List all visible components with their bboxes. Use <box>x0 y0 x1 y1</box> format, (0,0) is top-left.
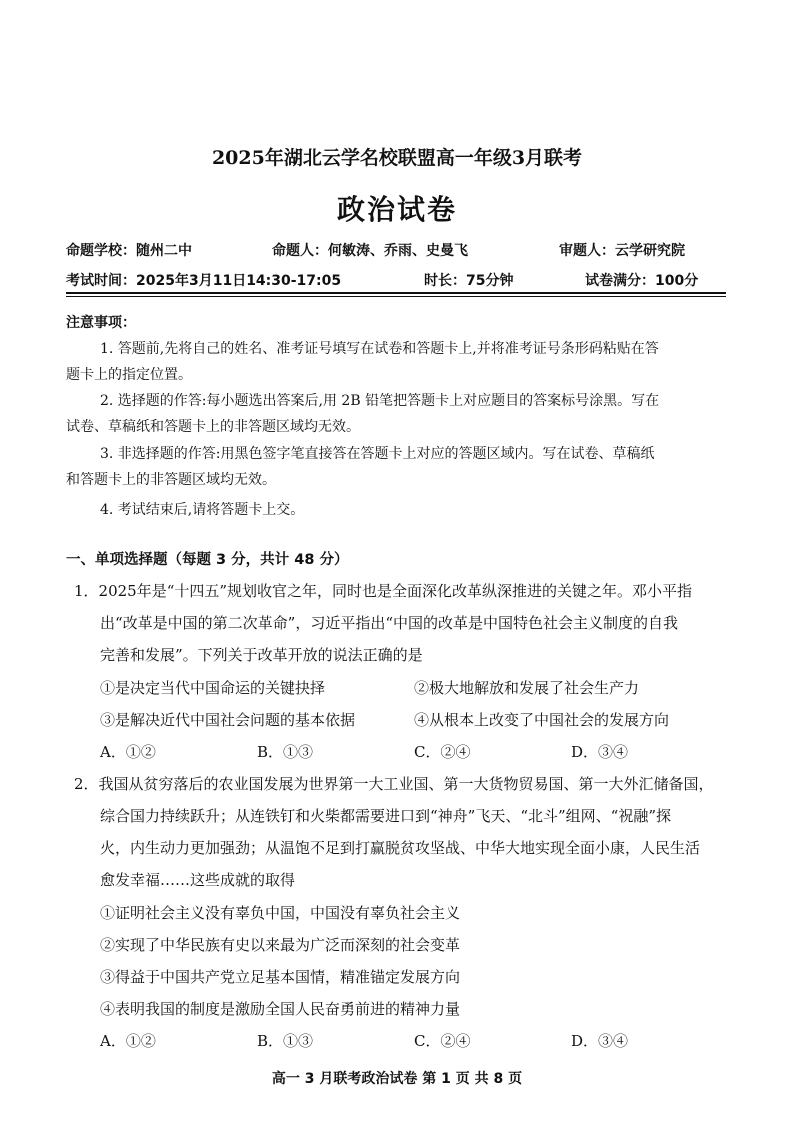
q1-choice-c: C．②④ <box>414 743 471 761</box>
question-1-line: 完善和发展”。下列关于改革开放的说法正确的是 <box>100 646 423 664</box>
exam-title: 2025年湖北云学名校联盟高一年级3月联考 <box>211 147 583 169</box>
question-authors: 命题人：何敏涛、乔雨、史曼飞 <box>272 243 468 259</box>
q2-choice-d: D．③④ <box>571 1032 629 1050</box>
exam-duration: 时长：75分钟 <box>424 273 514 289</box>
notice-heading: 注意事项： <box>66 315 136 331</box>
q2-statement: ①证明社会主义没有辜负中国，中国没有辜负社会主义 <box>100 904 461 922</box>
page-footer: 高一 3 月联考政治试卷 第 1 页 共 8 页 <box>271 1071 523 1087</box>
q2-statement: ②实现了中华民族有史以来最为广泛而深刻的社会变革 <box>100 936 461 954</box>
notice-line: 1. 答题前,先将自己的姓名、准考证号填写在试卷和答题卡上,并将准考证号条形码粘贴在答 <box>100 341 659 357</box>
notice-line: 3. 非选择题的作答:用黑色签字笔直接答在答题卡上对应的答题区域内。写在试卷、草稿纸 <box>100 446 655 462</box>
reviewer: 审题人：云学研究院 <box>559 243 685 259</box>
q1-choice-d: D．③④ <box>571 743 629 761</box>
q1-statement: ①是决定当代中国命运的关键抉择 <box>100 679 326 697</box>
question-2-line: 2．我国从贫穷落后的农业国发展为世界第一大工业国、第一大货物贸易国、第一大外汇储备国， <box>74 775 714 793</box>
notice-line: 题卡上的指定位置。 <box>66 367 192 383</box>
notice-line: 试卷、草稿纸和答题卡上的非答题区域均无效。 <box>66 419 360 435</box>
notice-line: 4. 考试结束后,请将答题卡上交。 <box>100 502 305 518</box>
notice-line: 和答题卡上的非答题区域均无效。 <box>66 472 276 488</box>
proposing-school: 命题学校：随州二中 <box>66 243 192 259</box>
q2-choice-a: A．①② <box>100 1032 156 1050</box>
q1-statement: ④从根本上改变了中国社会的发展方向 <box>414 711 670 729</box>
section-title: 一、单项选择题（每题 3 分，共计 48 分） <box>66 552 349 568</box>
subject-title: 政治试卷 <box>336 193 457 226</box>
header-rule-thin <box>66 296 726 297</box>
q1-statement: ③是解决近代中国社会问题的基本依据 <box>100 711 356 729</box>
question-1-line: 出“改革是中国的第二次革命”，习近平指出“中国的改革是中国特色社会主义制度的自我 <box>100 614 679 632</box>
q2-statement: ③得益于中国共产党立足基本国情，精准锚定发展方向 <box>100 968 461 986</box>
exam-time: 考试时间：2025年3月11日14:30-17:05 <box>66 273 342 289</box>
question-2-line: 愈发幸福……这些成就的取得 <box>100 871 296 889</box>
question-2-line: 综合国力持续跃升；从连铁钉和火柴都需要进口到“神舟”飞天、“北斗”组网、“祝融”探 <box>100 807 672 825</box>
q2-statement: ④表明我国的制度是激励全国人民奋勇前进的精神力量 <box>100 1000 461 1018</box>
header-rule-thick <box>66 292 726 294</box>
notice-line: 2. 选择题的作答:每小题选出答案后,用 2B 铅笔把答题卡上对应题目的答案标号涂黑。写在 <box>100 393 660 409</box>
question-2-line: 火，内生动力更加强劲；从温饱不足到打赢脱贫攻坚战、中华大地实现全面小康，人民生活 <box>100 839 701 857</box>
q1-statement: ②极大地解放和发展了社会生产力 <box>414 679 640 697</box>
q1-choice-b: B．①③ <box>257 743 314 761</box>
q2-choice-b: B．①③ <box>257 1032 314 1050</box>
q1-choice-a: A．①② <box>100 743 156 761</box>
full-score: 试卷满分：100分 <box>585 273 699 289</box>
question-1-line: 1．2025年是“十四五”规划收官之年，同时也是全面深化改革纵深推进的关键之年。邓小平指 <box>74 582 693 600</box>
q2-choice-c: C．②④ <box>414 1032 471 1050</box>
